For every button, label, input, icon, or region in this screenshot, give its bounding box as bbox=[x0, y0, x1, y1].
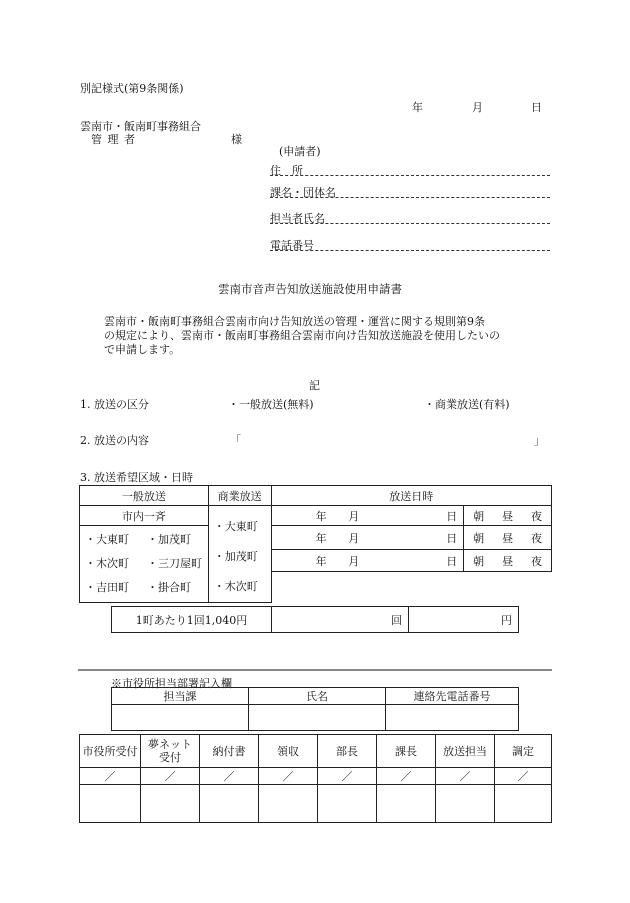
stamp-box[interactable] bbox=[318, 785, 377, 823]
ki-mark: 記 bbox=[309, 379, 320, 392]
office-note: ※市役所担当部署記入欄 bbox=[111, 677, 232, 690]
date-slash[interactable]: ／ bbox=[141, 768, 200, 785]
date-cell[interactable] bbox=[271, 506, 464, 526]
stamp-box[interactable] bbox=[495, 785, 552, 823]
commercial-broadcast-option[interactable]: ・商業放送(有料) bbox=[424, 398, 510, 411]
section-field[interactable] bbox=[270, 197, 550, 198]
header-name: 氏名 bbox=[249, 688, 386, 705]
section-divider bbox=[78, 669, 552, 671]
time-cell[interactable] bbox=[464, 506, 552, 526]
date-slash[interactable]: ／ bbox=[495, 768, 552, 785]
day-label: 日 bbox=[446, 509, 458, 523]
morning-option[interactable]: 朝 bbox=[473, 509, 485, 523]
stamp-box[interactable] bbox=[200, 785, 259, 823]
general-towns-cell bbox=[80, 526, 209, 603]
general-broadcast-option[interactable]: ・一般放送(無料) bbox=[228, 398, 314, 411]
general-town[interactable]: ・加茂町 bbox=[147, 533, 191, 546]
date-cell[interactable] bbox=[271, 550, 464, 572]
content-open-bracket: 「 bbox=[230, 434, 241, 447]
date-slash[interactable]: ／ bbox=[377, 768, 436, 785]
morning-option[interactable]: 朝 bbox=[473, 554, 485, 568]
phone-field[interactable] bbox=[270, 250, 550, 251]
general-town[interactable]: ・吉田町 bbox=[85, 581, 129, 594]
address-field[interactable] bbox=[270, 175, 550, 176]
person-field[interactable] bbox=[270, 223, 550, 224]
fee-times[interactable]: 回 bbox=[272, 607, 409, 633]
noon-option[interactable]: 昼 bbox=[502, 554, 514, 568]
header-datetime: 放送日時 bbox=[271, 486, 551, 506]
stamp-box[interactable] bbox=[377, 785, 436, 823]
city-all-cell[interactable]: 市内一斉 bbox=[80, 506, 209, 526]
date-slash[interactable]: ／ bbox=[318, 768, 377, 785]
stamp-header: 調定 bbox=[495, 735, 552, 768]
stamp-header: 部長 bbox=[318, 735, 377, 768]
general-town[interactable]: ・掛合町 bbox=[147, 581, 191, 594]
morning-option[interactable]: 朝 bbox=[473, 531, 485, 545]
stamp-header: 課長 bbox=[377, 735, 436, 768]
manager-title: 管 理 者 bbox=[91, 133, 136, 146]
date-month: 月 bbox=[472, 101, 483, 114]
organization-name: 雲南市・飯南町事務組合 bbox=[80, 120, 201, 133]
stamp-box[interactable] bbox=[436, 785, 495, 823]
header-commercial: 商業放送 bbox=[208, 486, 271, 506]
applicant-label: (申請者) bbox=[279, 145, 321, 158]
office-contact-table bbox=[111, 687, 519, 731]
section-label: 課名・団体名 bbox=[270, 186, 336, 199]
body-line-3: で申請します。 bbox=[104, 343, 181, 356]
phone-label: 電話番号 bbox=[270, 239, 314, 252]
honorific: 様 bbox=[231, 133, 242, 146]
contact-input[interactable] bbox=[386, 705, 519, 731]
stamp-box[interactable] bbox=[259, 785, 318, 823]
date-cell[interactable] bbox=[271, 526, 464, 550]
date-day: 日 bbox=[531, 101, 542, 114]
empty-area bbox=[271, 572, 551, 603]
time-cell[interactable] bbox=[464, 550, 552, 572]
commercial-town[interactable]: ・木次町 bbox=[213, 580, 258, 593]
general-town[interactable]: ・大東町 bbox=[85, 533, 129, 546]
general-town[interactable]: ・三刀屋町 bbox=[147, 557, 202, 570]
day-label: 日 bbox=[446, 554, 458, 568]
item1-label: 1. 放送の区分 bbox=[80, 398, 149, 411]
noon-option[interactable]: 昼 bbox=[502, 531, 514, 545]
year-label: 年 bbox=[315, 554, 327, 568]
fee-rate: 1町あたり1回1,040円 bbox=[112, 607, 272, 633]
night-option[interactable]: 夜 bbox=[531, 554, 543, 568]
month-label: 月 bbox=[348, 531, 360, 545]
body-line-1: 雲南市・飯南町事務組合雲南市向け告知放送の管理・運営に関する規則第9条 bbox=[104, 315, 485, 328]
general-town[interactable]: ・木次町 bbox=[85, 557, 129, 570]
address-label: 住 所 bbox=[270, 164, 303, 177]
person-label: 担当者氏名 bbox=[270, 212, 325, 225]
date-slash[interactable]: ／ bbox=[436, 768, 495, 785]
stamp-table bbox=[79, 734, 552, 823]
date-slash[interactable]: ／ bbox=[200, 768, 259, 785]
commercial-towns-cell bbox=[208, 506, 271, 603]
stamp-box[interactable] bbox=[80, 785, 141, 823]
area-date-table bbox=[79, 485, 552, 603]
fee-table bbox=[111, 606, 519, 633]
section-input[interactable] bbox=[112, 705, 249, 731]
header-general: 一般放送 bbox=[80, 486, 209, 506]
month-label: 月 bbox=[348, 554, 360, 568]
item3-label: 3. 放送希望区域・日時 bbox=[80, 471, 193, 484]
year-label: 年 bbox=[315, 509, 327, 523]
form-reference: 別記様式(第9条関係) bbox=[80, 82, 184, 95]
stamp-header: 領収 bbox=[259, 735, 318, 768]
night-option[interactable]: 夜 bbox=[531, 531, 543, 545]
date-year: 年 bbox=[412, 101, 423, 114]
stamp-header: 夢ネット 受付 bbox=[141, 735, 200, 768]
day-label: 日 bbox=[446, 531, 458, 545]
name-input[interactable] bbox=[249, 705, 386, 731]
noon-option[interactable]: 昼 bbox=[502, 509, 514, 523]
header-contact: 連絡先電話番号 bbox=[386, 688, 519, 705]
stamp-header: 放送担当 bbox=[436, 735, 495, 768]
stamp-header: 納付書 bbox=[200, 735, 259, 768]
date-slash[interactable]: ／ bbox=[80, 768, 141, 785]
header-section: 担当課 bbox=[112, 688, 249, 705]
stamp-box[interactable] bbox=[141, 785, 200, 823]
commercial-town[interactable]: ・加茂町 bbox=[213, 550, 258, 563]
time-cell[interactable] bbox=[464, 526, 552, 550]
date-slash[interactable]: ／ bbox=[259, 768, 318, 785]
night-option[interactable]: 夜 bbox=[531, 509, 543, 523]
content-close-bracket: 」 bbox=[534, 434, 545, 447]
commercial-town[interactable]: ・大東町 bbox=[213, 520, 258, 533]
fee-amount[interactable]: 円 bbox=[409, 607, 519, 633]
stamp-header: 市役所受付 bbox=[80, 735, 141, 768]
year-label: 年 bbox=[315, 531, 327, 545]
document-title: 雲南市音声告知放送施設使用申請書 bbox=[218, 282, 402, 296]
month-label: 月 bbox=[348, 509, 360, 523]
body-line-2: の規定により、雲南市・飯南町事務組合雲南市向け告知放送施設を使用したいの bbox=[104, 329, 500, 342]
item2-label: 2. 放送の内容 bbox=[80, 434, 149, 447]
